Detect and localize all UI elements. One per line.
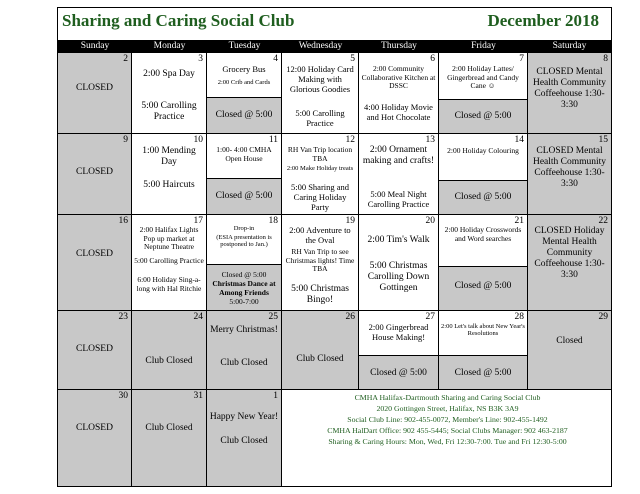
event-text: 6:00 Holiday Sing-a-long with Hal Ritchie xyxy=(136,275,202,293)
day-number: 13 xyxy=(425,135,435,145)
day-number: 18 xyxy=(268,216,278,226)
dow-wednesday: Wednesday xyxy=(282,40,359,53)
day-cell xyxy=(359,53,439,134)
event-text: 1:00 Mending Day xyxy=(142,146,196,167)
day-number: 16 xyxy=(118,216,128,226)
event-text: 4:00 Holiday Movie and Hot Chocolate xyxy=(364,102,433,122)
day-cell xyxy=(359,134,439,215)
day-cell xyxy=(359,311,439,390)
event-text: 5:00 Christmas Carolling Down Gottingen xyxy=(367,261,430,293)
day-text: CLOSED xyxy=(76,83,113,93)
event-text: Club Closed xyxy=(220,436,268,446)
day-cell xyxy=(282,215,359,311)
day-cell xyxy=(359,215,439,311)
day-cell xyxy=(132,215,207,311)
day-number: 7 xyxy=(519,54,524,64)
event-text: Closed @ 5:00 xyxy=(454,281,512,291)
info-line: Social Club Line: 902-455-0072, Member's Line: 902-455-1492 xyxy=(347,415,548,424)
day-text: CLOSED xyxy=(76,344,113,354)
calendar-header xyxy=(58,8,611,40)
info-line: CMHA Halifax-Dartmouth Sharing and Caring Social Club xyxy=(354,393,541,402)
closing-block xyxy=(439,266,527,311)
day-text: CLOSED Holiday Mental Health Community Coffeehouse 1:30-3:30 xyxy=(534,226,605,280)
day-text: CLOSED xyxy=(76,423,113,433)
event-text: 2:00 Halifax Lights Pop up market at Neptune Theatre xyxy=(139,225,199,252)
day-cell xyxy=(58,215,132,311)
dow-saturday: Saturday xyxy=(528,40,611,53)
dow-tuesday: Tuesday xyxy=(207,40,282,53)
event-text: 5:00 Meal Night Carolling Practice xyxy=(367,189,430,209)
event-text: Merry Christmas! xyxy=(210,325,278,335)
event-text: 5:00 Carolling Practice xyxy=(134,256,204,265)
day-number: 1 xyxy=(273,391,278,401)
day-number: 22 xyxy=(598,216,608,226)
event-text: Drop-in xyxy=(233,225,255,232)
event-text: Closed @ 5:00 xyxy=(370,368,427,378)
day-cell xyxy=(528,134,611,215)
day-cell xyxy=(207,134,282,215)
event-text: 5:00 Carolling Practice xyxy=(141,101,197,122)
event-text: Closed @ 5:00 xyxy=(454,368,512,378)
day-cell xyxy=(207,311,282,390)
day-number: 21 xyxy=(514,216,524,226)
event-text: 2:00 Holiday Lattes/ Gingerbread and Candy Cane ☺ xyxy=(447,64,519,91)
day-cell xyxy=(439,53,528,134)
event-text: 2:00 Let's talk about New Year's Resolutions xyxy=(441,323,525,338)
closing-block xyxy=(207,264,281,311)
month-title: December 2018 xyxy=(487,11,599,30)
day-text: Club Closed xyxy=(145,356,193,366)
event-text: 5:00 Sharing and Caring Holiday Party xyxy=(290,182,350,212)
day-text: Club Closed xyxy=(145,423,193,433)
day-cell xyxy=(528,215,611,311)
event-text: 2:00 Gingerbread House Making! xyxy=(368,322,429,342)
day-cell xyxy=(439,311,528,390)
day-number: 30 xyxy=(118,391,128,401)
dow-thursday: Thursday xyxy=(359,40,439,53)
day-cell xyxy=(528,53,611,134)
day-text: Club Closed xyxy=(296,354,344,364)
day-number: 4 xyxy=(273,54,278,64)
day-number: 8 xyxy=(603,54,608,64)
closing-block xyxy=(207,178,281,215)
dow-friday: Friday xyxy=(439,40,528,53)
closing-block xyxy=(439,180,527,215)
event-text: 2:00 Adventure to the Oval xyxy=(289,225,351,245)
calendar xyxy=(57,7,612,487)
day-number: 3 xyxy=(198,54,203,64)
day-number: 12 xyxy=(345,135,355,145)
day-number: 2 xyxy=(123,54,128,64)
event-text: 2:00 Ornament making and crafts! xyxy=(362,145,435,166)
event-text: 2:00 Crib and Cards xyxy=(217,79,271,86)
event-text: RH Van Trip location TBA xyxy=(287,145,353,163)
event-text: Closed @ 5:00 xyxy=(215,110,273,120)
closing-block xyxy=(439,99,527,134)
day-cell xyxy=(132,53,207,134)
day-number: 29 xyxy=(598,312,608,322)
day-number: 5 xyxy=(350,54,355,64)
event-text: 2:00 Community Collaborative Kitchen at DSSC xyxy=(361,64,436,91)
club-info xyxy=(284,392,611,447)
day-number: 9 xyxy=(123,135,128,145)
event-text: (ESIA presentation is postponed to Jan.) xyxy=(216,234,272,249)
event-text: 2:00 Spa Day xyxy=(143,69,195,79)
event-text: Closed @ 5:00 xyxy=(215,191,273,201)
event-text: Closed @ 5:00 xyxy=(454,192,512,202)
day-cell xyxy=(207,53,282,134)
day-text: Closed xyxy=(556,336,583,346)
event-text: 2:00 Holiday Colouring xyxy=(447,146,519,155)
club-title: Sharing and Caring Social Club xyxy=(62,11,295,30)
info-line: Sharing & Caring Hours: Mon, Wed, Fri 12:30-7:00. Tue and Fri 12:30-5:00 xyxy=(328,437,567,446)
closing-block xyxy=(207,97,281,134)
day-cell xyxy=(282,53,359,134)
day-cell xyxy=(528,311,611,390)
day-cell xyxy=(58,390,132,486)
day-cell xyxy=(207,390,282,486)
dow-sunday: Sunday xyxy=(58,40,132,53)
closing-block xyxy=(359,355,438,390)
day-text: CLOSED Mental Health Community Coffeehouse 1:30-3:30 xyxy=(532,146,607,189)
day-number: 24 xyxy=(193,312,203,322)
event-text: Closed @ 5:00 xyxy=(454,111,512,121)
day-cell xyxy=(58,53,132,134)
event-text: Closed @ 5:00 xyxy=(221,270,267,279)
day-number: 25 xyxy=(268,312,278,322)
event-text: Grocery Bus xyxy=(222,64,266,74)
day-text: CLOSED Mental Health Community Coffeehouse 1:30-3:30 xyxy=(532,67,607,110)
day-cell xyxy=(132,390,207,486)
day-cell xyxy=(439,215,528,311)
event-text: Happy New Year! xyxy=(209,412,279,422)
day-number: 19 xyxy=(345,216,355,226)
day-number: 23 xyxy=(118,312,128,322)
day-text: CLOSED xyxy=(76,249,113,259)
event-text: 2:00 Tim's Walk xyxy=(367,235,430,245)
day-cell xyxy=(282,134,359,215)
day-text: CLOSED xyxy=(76,167,113,177)
day-number: 20 xyxy=(425,216,435,226)
event-text: 5:00 Carolling Practice xyxy=(295,108,345,128)
day-number: 17 xyxy=(193,216,203,226)
day-number: 10 xyxy=(193,135,203,145)
day-number: 31 xyxy=(193,391,203,401)
event-text: 1:00- 4:00 CMHA Open House xyxy=(216,145,272,163)
closing-block xyxy=(439,355,527,390)
event-text: Club Closed xyxy=(220,358,268,368)
day-number: 14 xyxy=(514,135,524,145)
event-text: 12:00 Holiday Card Making with Glorious Goodies xyxy=(286,64,354,94)
event-text: 5:00 Haircuts xyxy=(143,180,195,190)
day-cell xyxy=(439,134,528,215)
event-text: Christmas Dance at Among Friends xyxy=(212,279,276,297)
event-text: 2:00 Make Holiday treats xyxy=(286,165,354,172)
dow-monday: Monday xyxy=(132,40,207,53)
day-number: 11 xyxy=(268,135,278,145)
day-number: 26 xyxy=(345,312,355,322)
info-line: 2020 Gottingen Street, Halifax, NS B3K 3A9 xyxy=(376,404,519,413)
day-number: 27 xyxy=(425,312,435,322)
event-text: RH Van Trip to see Christmas lights! Time TBA xyxy=(285,247,355,274)
info-line: CMHA HalDart Office: 902 455-5445; Social Clubs Manager: 902 463-2187 xyxy=(327,426,568,435)
day-number: 28 xyxy=(514,312,524,322)
day-cell xyxy=(58,134,132,215)
day-cell xyxy=(132,134,207,215)
event-text: 5:00 Christmas Bingo! xyxy=(291,284,349,305)
event-text: 2:00 Holiday Crosswords and Word searches xyxy=(444,225,522,243)
day-cell xyxy=(58,311,132,390)
event-text: 5:00-7:00 xyxy=(229,297,259,306)
day-number: 15 xyxy=(598,135,608,145)
day-cell xyxy=(207,215,282,311)
day-cell xyxy=(132,311,207,390)
day-cell xyxy=(282,311,359,390)
day-number: 6 xyxy=(430,54,435,64)
